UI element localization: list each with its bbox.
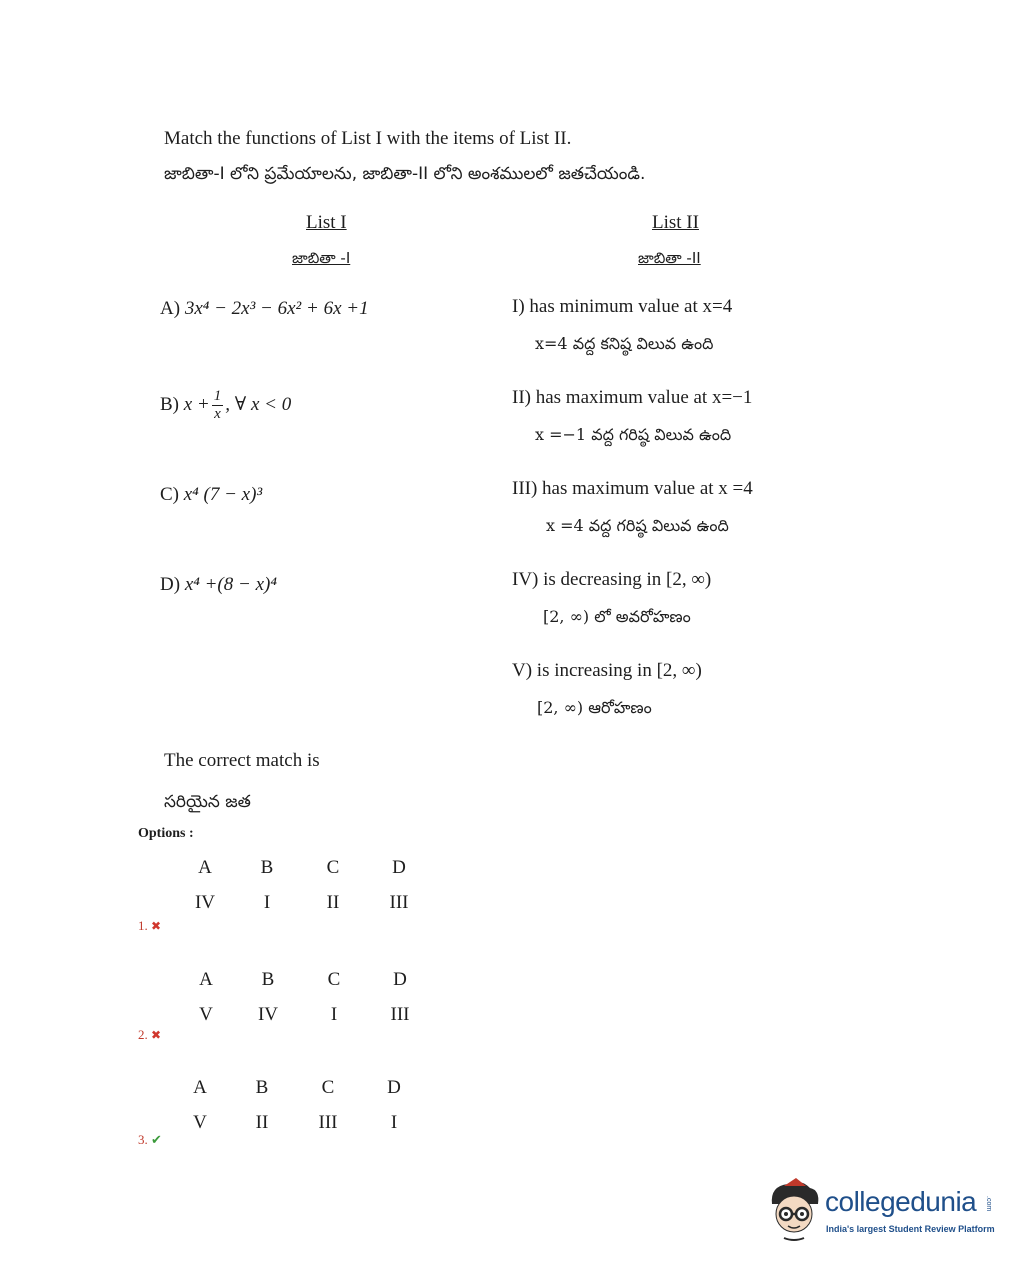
list1-heading: List I [306,212,347,233]
option-col-header: D [387,1077,401,1098]
option-value: III [390,1004,410,1025]
list2-item-1-telugu: x=4 వద్ద కనిష్ఠ విలువ ఉంది [535,334,714,353]
list2-item-2: II) has maximum value at x=−1 [512,387,753,408]
list2-item-1: I) has minimum value at x=4 [512,296,733,317]
option-col-header: A [193,1077,207,1098]
option-value: I [330,1004,338,1025]
option-value: IV [194,892,216,913]
option-value: I [390,1112,398,1133]
option-col-header: D [393,969,407,990]
list2-heading: List II [652,212,699,233]
option-col-header: C [326,857,340,878]
option-value: III [318,1112,338,1133]
fraction-numerator: 1 [213,388,222,404]
list2-heading-telugu: జాబితా -II [638,249,701,267]
option-value: V [193,1112,207,1133]
option-col-header: D [392,857,406,878]
item-expression: 3x⁴ − 2x³ − 6x² + 6x +1 [184,298,369,319]
list2-item-4: IV) is decreasing in [2, ∞) [512,569,712,590]
list1-item-d [160,574,277,596]
list2-item-3: III) has maximum value at x =4 [512,478,753,499]
option-number: 3. [138,1132,148,1147]
option-col-header: C [327,969,341,990]
list1-item-c [160,484,262,506]
option-2-number[interactable] [138,1027,161,1043]
fraction-denominator: x [214,406,221,422]
option-col-header: A [199,969,213,990]
option-col-header: A [198,857,212,878]
list2-item-2-telugu: x =−1 వద్ద గరిష్ఠ విలువ ఉంది [535,425,732,444]
option-number: 1. [138,918,148,933]
list2-item-3-telugu: x =4 వద్ద గరిష్ఠ విలువ ఉంది [546,516,729,535]
item-label: A) [160,298,181,319]
option-2-table[interactable] [177,962,433,1032]
option-col-header: C [321,1077,335,1098]
correct-answer-icon: ✔ [151,1132,162,1147]
list2-item-5: V) is increasing in [2, ∞) [512,660,702,681]
option-value: I [263,892,271,913]
item-label: C) [160,484,179,505]
brand-tagline: India's largest Student Review Platform [826,1224,995,1234]
option-3-table[interactable] [171,1070,427,1140]
item-expression: x⁴ +(8 − x)⁴ [184,574,277,595]
option-1-number[interactable] [138,918,161,934]
brand-name: collegedunia [825,1186,977,1217]
item-expression: x⁴ (7 − x)³ [183,484,263,505]
option-col-header: B [261,969,275,990]
option-number: 2. [138,1027,148,1042]
option-value: III [389,892,409,913]
question-text-telugu: జాబితా-I లోని ప్రమేయాలను, జాబితా-II లోని అంశములలో జతచేయండి. [164,164,646,184]
list1-heading-telugu: జాబితా -I [292,249,351,267]
item-expression-prefix: x + [183,393,210,415]
wrong-answer-icon: ✖ [151,919,162,933]
option-value: IV [257,1004,279,1025]
question-text: Match the functions of List I with the items of List II. [164,128,572,149]
brand-suffix: .com [985,1196,992,1212]
list1-item-b [160,388,291,423]
fraction [212,388,224,423]
mascot-icon [766,1176,824,1244]
collegedunia-logo [766,1176,996,1246]
option-col-header: B [255,1077,269,1098]
option-col-header: B [260,857,274,878]
answer-prompt: The correct match is [164,750,320,771]
item-label: B) [160,393,179,415]
option-value: II [326,892,340,913]
list2-item-5-telugu: [2, ∞) ఆరోహణం [537,698,652,717]
option-value: V [199,1004,213,1025]
item-expression-suffix: , ∀ x < 0 [225,393,292,415]
options-label: Options : [138,826,194,841]
list2-item-4-telugu: [2, ∞) లో అవరోహణం [543,607,691,626]
answer-prompt-telugu: సరియైన జత [164,792,251,812]
option-3-number[interactable] [138,1132,162,1148]
wrong-answer-icon: ✖ [151,1028,162,1042]
item-label: D) [160,574,181,595]
option-value: II [255,1112,269,1133]
list1-item-a [160,298,369,320]
option-1-table[interactable] [176,850,432,920]
